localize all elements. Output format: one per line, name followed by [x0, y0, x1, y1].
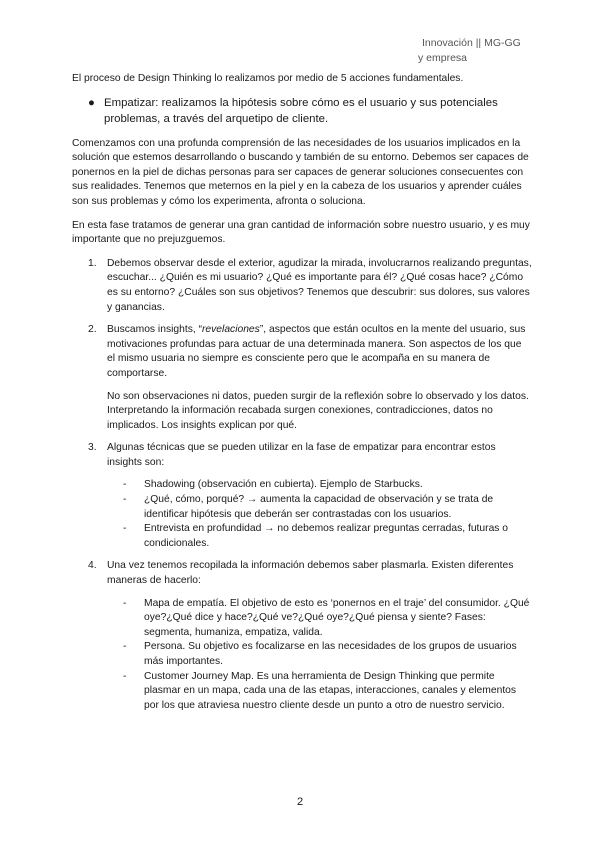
text-post: ”, aspectos que están ocultos en la mente del usuario, sus motivaciones profundas para actuar de una determinada manera. Son aspectos de los que el mismo usuaria no siempre es consciente pero que le acompaña en su manera de comportarse.: [107, 324, 526, 379]
text-emphasis: revelaciones: [202, 324, 260, 336]
list-item-text: Algunas técnicas que se pueden utilizar en la fase de empatizar para encontrar estos insights son:: [107, 442, 496, 468]
dash-item: [123, 640, 532, 669]
paragraph-1: Comenzamos con una profunda comprensión de las necesidades de los usuarios implicados en la solución que estemos desarrollando o buscando y también de su entorno. Debemos ser capaces de ponernos en la piel de dichas personas para ser capaces de generar soluciones consecuentes con sus realidades. Tenemos que meternos en la piel y en la cabeza de los usuarios y aprender cuáles son sus problemas y cómo los experimenta, afronta o soluciona.: [72, 137, 529, 207]
bullet-text: realizamos la hipótesis sobre cómo es el usuario y sus potenciales problemas, a través del arquetipo de cliente.: [104, 96, 498, 125]
intro-paragraph: El proceso de Design Thinking lo realizamos por medio de 5 acciones fundamentales.: [72, 73, 464, 84]
text-pre: Buscamos insights, “: [107, 324, 202, 336]
paragraph-2: En esta fase tratamos de generar una gran cantidad de información sobre nuestro usuario, y es muy importante que no prejuzguemos.: [72, 219, 530, 246]
list-item-body: [107, 323, 532, 433]
header-line-2: y empresa: [418, 52, 468, 64]
dash-item: [123, 493, 532, 522]
dash-text: Entrevista en profundidad → no debemos realizar preguntas cerradas, futuras o condicionales.: [144, 523, 509, 549]
page-number: 2: [296, 796, 304, 808]
bullet-empatizar: [88, 95, 532, 127]
document-body: [72, 72, 532, 721]
list-item-text: Debemos observar desde el exterior, agudizar la mirada, involucrarnos realizando preguntas, escuchar... ¿Quién es mi usuario? ¿Qué es importante para él? ¿Qué cosas hace? ¿Cómo es su entorno? ¿Cuáles son sus objetivos? Tenemos que descubrir: sus dolores, sus valores y ganancias.: [107, 257, 532, 313]
dash-item: [123, 522, 532, 551]
dash-text: Persona. Su objetivo es focalizarse en las necesidades de los grupos de usuarios más importantes.: [144, 641, 517, 667]
list-item-3: [88, 441, 532, 551]
dash-item: [123, 478, 532, 493]
dash-text: Shadowing (observación en cubierta). Ejemplo de Starbucks.: [144, 479, 423, 491]
list-item-1: [88, 257, 532, 315]
list-number: 4.: [88, 560, 97, 572]
dash-marker: -: [123, 523, 127, 535]
list-item-2: [88, 323, 532, 433]
header-line-1: Innovación || MG-GG: [422, 37, 521, 49]
list-number: 3.: [88, 442, 97, 454]
dash-marker: -: [123, 597, 127, 609]
list-item-subparagraph: No son observaciones ni datos, pueden surgir de la reflexión sobre lo observado y los datos. Interpretando la información recabada surgen conexiones, contradicciones, datos no implicados. Los insights explican por qué.: [107, 390, 529, 431]
list-item-4: [88, 559, 532, 713]
dash-item: [123, 670, 532, 714]
bullet-label: Empatizar:: [104, 96, 159, 109]
list-item-text: [107, 323, 532, 381]
dash-item: [123, 597, 532, 641]
list-item-body: [107, 441, 532, 551]
dash-text: Mapa de empatía. El objetivo de esto es ‘ponernos en el traje’ del consumidor. ¿Qué oye?¿Qué dice y hace?¿Qué ve?¿Qué oye?¿Qué piensa y siente? Fases: segmenta, humaniza, empatiza, valida.: [144, 597, 530, 638]
dash-marker: -: [123, 494, 127, 506]
dash-list: [123, 478, 532, 551]
list-number: 1.: [88, 257, 97, 269]
numbered-list: [88, 257, 532, 714]
dash-marker: -: [123, 670, 127, 682]
dash-text: Customer Journey Map. Es una herramienta de Design Thinking que permite plasmar en un mapa, cada una de las etapas, interacciones, canales y elementos por los que atraviesa nuestro cliente desde un punto a otro de nuestro servicio.: [144, 670, 517, 711]
list-item-text: Una vez tenemos recopilada la información debemos saber plasmarla. Existen diferentes maneras de hacerlo:: [107, 560, 514, 587]
dash-marker: -: [123, 479, 127, 491]
dash-text: ¿Qué, cómo, porqué? → aumenta la capacidad de observación y se trata de identificar hipótesis que deberán ser contrastadas con los usuarios.: [144, 494, 494, 520]
bullet-dot: ●: [88, 96, 95, 109]
list-item-body: [107, 559, 532, 713]
dash-marker: -: [123, 641, 127, 653]
page-header: [418, 36, 538, 66]
dash-list: [123, 597, 532, 714]
list-number: 2.: [88, 324, 97, 336]
bullet-content: [104, 95, 532, 127]
